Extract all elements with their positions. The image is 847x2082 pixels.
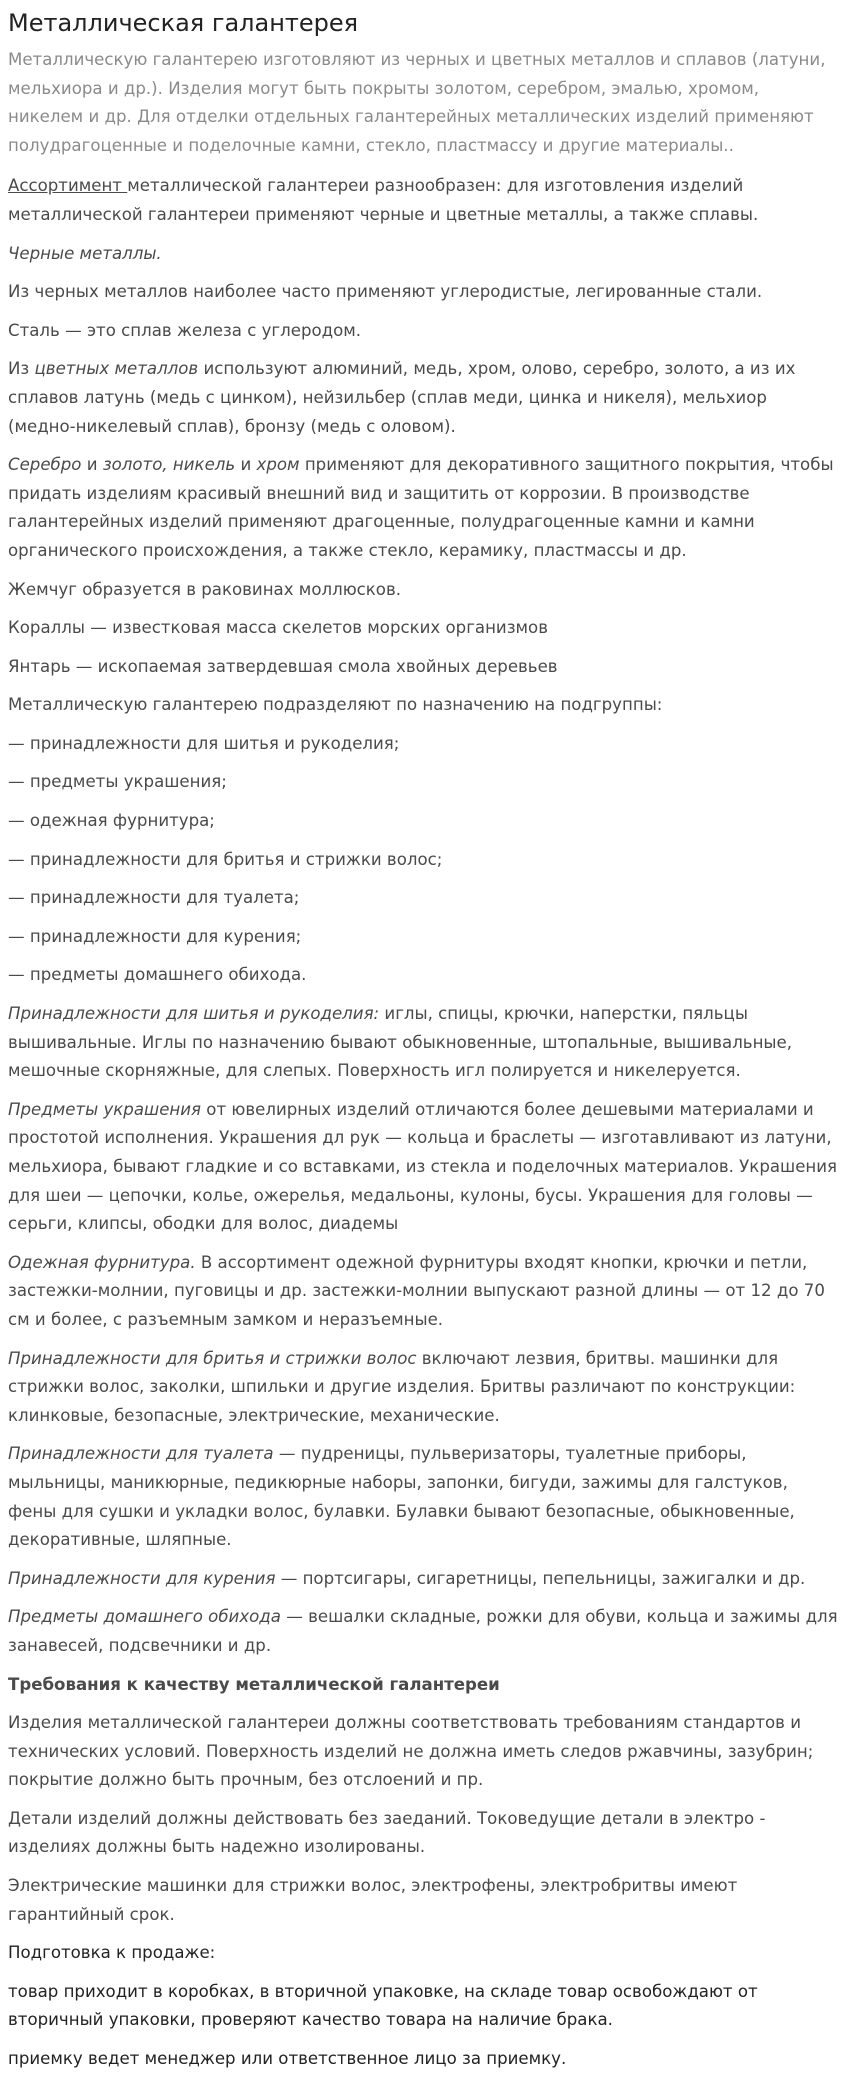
- intro-paragraph: Металлическую галантерею изготовляют из черных и цветных металлов и сплавов (латуни, мельхиора и др.). Изделия могут быть покрыты золотом, серебром, эмалью, хромом, никелем и др. Для отделки отдельных галантерейных металлических изделий применяют полудрагоценные и поделочные камни, стекло, пластмассу и другие материалы..: [8, 50, 826, 155]
- amber-paragraph: Янтарь — ископаемая затвердевшая смола хвойных деревьев: [8, 656, 558, 676]
- decor-paragraph: [8, 1096, 839, 1239]
- sewing-text: иглы, спицы, крючки, наперстки, пяльцы вышивальные. Иглы по назначению бывают обыкновенные, штопальные, вышивальные, мешочные скорняжные, для слепых. Поверхность игл полируется и никелеруется.: [8, 1004, 793, 1081]
- subgroup-item: — предметы украшения;: [8, 772, 227, 792]
- color-metals-text: используют алюминий, медь, хром, олово, серебро, золото, а из их сплавов латунь (медь с цинком), нейзильбер (сплав меди, цинка и никеля), мельхиор (медно-никелевый сплав), бронзу (медь с оловом).: [8, 359, 796, 436]
- shaving-term: Принадлежности для бритья и стрижки волос: [8, 1348, 417, 1368]
- smoking-text: — портсигары, сигаретницы, пепельницы, зажигалки и др.: [275, 1568, 806, 1588]
- shaving-paragraph: [8, 1345, 839, 1431]
- smoking-term: Принадлежности для курения: [8, 1568, 276, 1588]
- electric-paragraph: Электрические машинки для стрижки волос, электрофены, электробритвы имеют гарантийный срок.: [8, 1876, 738, 1924]
- shaving-text: включают лезвия, бритвы. машинки для стрижки волос, заколки, шпильки и другие изделия. Бритвы различают по конструкции: клинковые, безопасные, электрические, механические.: [8, 1348, 796, 1425]
- household-term: Предметы домашнего обихода: [8, 1607, 281, 1627]
- household-paragraph: [8, 1603, 839, 1660]
- black-metals-paragraph: Из черных металлов наиболее часто применяют углеродистые, легированные стали.: [8, 282, 763, 302]
- black-metals-heading-text: Черные металлы.: [8, 243, 162, 263]
- household-text: — вешалки складные, рожки для обуви, кольца и зажимы для занавесей, подсвечники и др.: [8, 1607, 838, 1655]
- assortment-term: Ассортимент: [8, 176, 128, 196]
- subgroup-item: — принадлежности для курения;: [8, 926, 302, 946]
- coating-term-gold-nickel: золото, никель: [102, 455, 236, 475]
- page-title: Металлическая галантерея: [8, 9, 359, 37]
- prep-heading: Подготовка к продаже:: [8, 1943, 216, 1963]
- acceptance-paragraph: приемку ведет менеджер или ответственное лицо за приемку.: [8, 2049, 567, 2069]
- pearl-paragraph: Жемчуг образуется в раковинах моллюсков.: [8, 579, 402, 599]
- coral-paragraph: Кораллы — известковая масса скелетов морских организмов: [8, 618, 548, 638]
- subgroup-item: — одежная фурнитура;: [8, 811, 215, 831]
- subgroup-item: — предметы домашнего обихода.: [8, 965, 307, 985]
- assortment-paragraph: [8, 172, 839, 229]
- subgroup-item: — принадлежности для туалета;: [8, 888, 300, 908]
- coating-term-chrome: хром: [256, 455, 300, 475]
- subgroup-item: — принадлежности для шитья и рукоделия;: [8, 733, 400, 753]
- prep-paragraph: товар приходит в коробках, в вторичной упаковке, на складе товар освобождают от вторичный упаковки, проверяют качество товара на наличие брака.: [8, 1981, 758, 2030]
- fittings-term: Одежная фурнитура.: [8, 1252, 196, 1272]
- requirements-paragraph: Изделия металлической галантереи должны соответствовать требованиям стандартов и технических условий. Поверхность изделий не должна иметь следов ржавчины, зазубрин; покрытие должно быть прочным, без отслоений и пр.: [8, 1713, 814, 1790]
- sewing-term: Принадлежности для шитья и рукоделия:: [8, 1004, 380, 1024]
- assortment-text: металлической галантереи разнообразен: для изготовления изделий металлической галантереи применяют черные и цветные металлы, а также сплавы.: [8, 176, 759, 224]
- black-metals-heading: [8, 240, 839, 269]
- decor-text: от ювелирных изделий отличаются более дешевыми материалами и простотой исполнения. Украшения дл рук — кольца и браслеты — изготавливают из латуни, мельхиора, бывают гладкие и со вставками, из стекла и поделочных материалов. Украшения для шеи — цепочки, колье, ожерелья, медальоны, кулоны, бусы. Украшения для головы — серьги, клипсы, ободки для волос, диадемы: [8, 1099, 838, 1234]
- color-metals-before: Из: [8, 359, 35, 379]
- toilet-term: Принадлежности для туалета: [8, 1444, 274, 1464]
- subgroups-intro: Металлическую галантерею подразделяют по назначению на подгруппы:: [8, 695, 663, 715]
- coating-conj-2: и: [235, 455, 257, 475]
- coating-term-silver: Серебро: [8, 455, 82, 475]
- requirements-heading: Требования к качеству металлической галантереи: [8, 1674, 500, 1694]
- toilet-paragraph: [8, 1440, 839, 1554]
- coating-paragraph: [8, 451, 839, 565]
- toilet-text: — пудреницы, пульверизаторы, туалетные приборы, мыльницы, маникюрные, педикюрные наборы, запонки, бигуди, зажимы для галстуков, фены для сушки и укладки волос, булавки. Булавки бывают безопасные, обыкновенные, декоративные, шляпные.: [8, 1444, 795, 1550]
- parts-paragraph: Детали изделий должны действовать без заеданий. Токоведущие детали в электро - изделиях должны быть надежно изолированы.: [8, 1808, 766, 1857]
- color-metals-paragraph: [8, 355, 839, 441]
- fittings-text: В ассортимент одежной фурнитуры входят кнопки, крючки и петли, застежки-молнии, пуговицы и др. застежки-молнии выпускают разной длины — от 12 до 70 см и более, с разъемным замком и неразъемные.: [8, 1252, 825, 1329]
- steel-paragraph: Сталь — это сплав железа с углеродом.: [8, 320, 362, 340]
- subgroup-item: — принадлежности для бритья и стрижки волос;: [8, 849, 443, 869]
- smoking-paragraph: [8, 1565, 839, 1594]
- sewing-paragraph: [8, 1000, 839, 1086]
- coating-text: применяют для декоративного защитного покрытия, чтобы придать изделиям красивый внешний вид и защитить от коррозии. В производстве галантерейных изделий применяют драгоценные, полудрагоценные камни и камни органического происхождения, а также стекло, керамику, пластмассы и др.: [8, 455, 834, 560]
- coating-conj-1: и: [81, 455, 103, 475]
- decor-term: Предметы украшения: [8, 1099, 202, 1119]
- color-metals-term: цветных металлов: [34, 359, 199, 379]
- fittings-paragraph: [8, 1249, 839, 1335]
